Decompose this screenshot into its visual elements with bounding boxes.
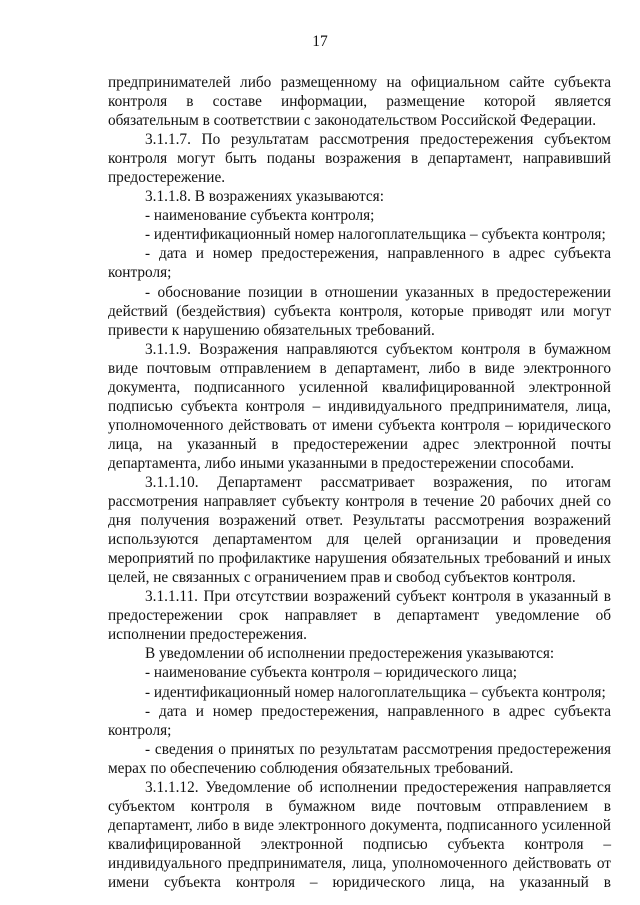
paragraph: 3.1.1.11. При отсутствии возражений субъект контроля в указанный в предостережении срок направляет в департамент уведомление об исполнении предостережения.: [108, 588, 611, 644]
list-item: - идентификационный номер налогоплательщика – субъекта контроля;: [145, 683, 606, 701]
paragraph: В уведомлении об исполнении предостережения указываются:: [145, 645, 555, 663]
list-item: - дата и номер предостережения, направленного в адрес субъекта контроля;: [108, 702, 611, 739]
paragraph: 3.1.1.8. В возражениях указываются:: [145, 188, 384, 206]
document-body: [108, 73, 611, 892]
list-item: - дата и номер предостережения, направленного в адрес субъекта контроля;: [108, 245, 611, 282]
paragraph: 3.1.1.10. Департамент рассматривает возражения, по итогам рассмотрения направляет субъекту контроля в течение 20 рабочих дней со дня получения возражений ответ. Результаты рассмотрения возражений используются департаментом для целей организации и проведения мероприятий по профилактике нарушения обязательных требований и иных целей, не связанных с ограничением прав и свобод субъектов контроля.: [108, 473, 611, 587]
paragraph: 3.1.1.9. Возражения направляются субъектом контроля в бумажном виде почтовым отправлением в департамент, либо в виде электронного документа, подписанного усиленной квалифицированной электронной подписью субъекта контроля – индивидуального предпринимателя, лица, уполномоченного действовать от имени субъекта контроля – юридического лица, на указанный в предостережении адрес электронной почты департамента, либо иными указанными в предостережении способами.: [108, 340, 611, 472]
list-item: - идентификационный номер налогоплательщика – субъекта контроля;: [145, 226, 606, 244]
list-item: - сведения о принятых по результатам рассмотрения предостережения мерах по обеспечению соблюдения обязательных требований.: [108, 740, 611, 777]
paragraph: 3.1.1.12. Уведомление об исполнении предостережения направляется субъектом контроля в бумажном виде почтовым отправлением в департамент, либо в виде электронного документа, подписанного усиленной квалифицированной электронной подписью субъекта контроля – индивидуального предпринимателя, лица, уполномоченного действовать от имени субъекта контроля – юридического лица, на указанный в: [108, 778, 611, 891]
list-item: - наименование субъекта контроля – юридического лица;: [145, 664, 518, 682]
page-number: 17: [312, 33, 328, 50]
list-item: - обоснование позиции в отношении указанных в предостережении действий (бездействия) субъекта контроля, которые приводят или могут привести к нарушению обязательных требований.: [108, 283, 611, 339]
list-item: - наименование субъекта контроля;: [145, 207, 375, 225]
paragraph: предпринимателей либо размещенному на официальном сайте субъекта контроля в составе информации, размещение которой является обязательным в соответствии с законодательством Российской Федерации.: [108, 74, 611, 130]
paragraph: 3.1.1.7. По результатам рассмотрения предостережения субъектом контроля могут быть поданы возражения в департамент, направивший предостережение.: [108, 131, 611, 187]
